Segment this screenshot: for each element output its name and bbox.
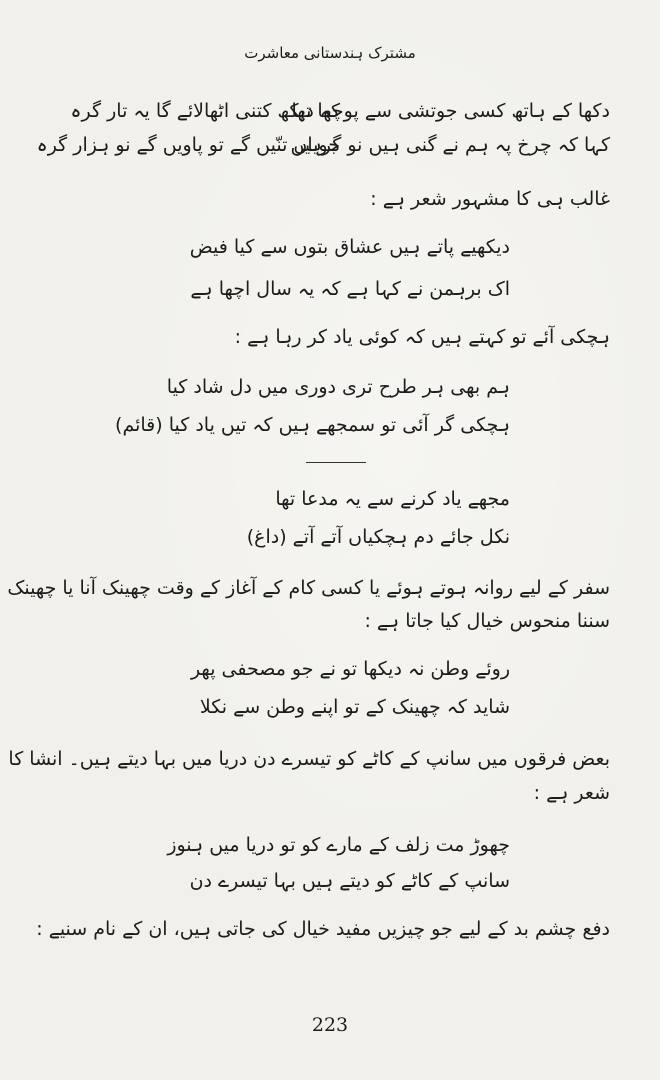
couplet-1-right: دکھا کے ہاتھ کسی جوتشی سے پوچھا تھا	[291, 100, 610, 122]
prose-baaz-2: شعر ہے :	[533, 782, 610, 804]
verse-qaim-2: ہچکی گر آئی تو سمجھے ہیں کہ تیں یاد کیا (قائم)	[115, 414, 510, 436]
prose-safar-1: سفر کے لیے روانہ ہوتے ہوئے یا کسی کام کے آغاز کے وقت چھینک آنا یا چھینک	[7, 577, 610, 599]
verse-insha-2: سانپ کے کاٹے کو دیتے ہیں بہا تیسرے دن	[189, 870, 510, 892]
verse-dagh-1: مجھے یاد کرنے سے یہ مدعا تھا	[275, 488, 510, 510]
verse-dagh-2: نکل جائے دم ہچکیاں آتے آتے (داغ)	[246, 526, 510, 548]
page-number: 223	[311, 1014, 349, 1036]
couplet-2-right: کہا کہ چرخ پہ ہم نے گنی ہیں نو گرہیں	[290, 134, 610, 156]
running-header: مشترک ہندستانی معاشرت	[244, 44, 416, 62]
prose-baaz-1: بعض فرقوں میں سانپ کے کاٹے کو تیسرے دن دریا میں بہا دیتے ہیں۔ انشا کا	[8, 748, 610, 770]
couplet-2-left: جویاں تنّیں گے تو پاویں گے نو ہزار گرہ	[36, 134, 340, 156]
verse-mushafi-1: روئے وطن نہ دیکھا تو نے جو مصحفی پھر	[190, 658, 510, 680]
couplet-1-left: کہ دیکھ کتنی اٹھالائے گا یہ تار گرہ	[70, 100, 340, 122]
verse-qaim-1: ہم بھی ہر طرح تری دوری میں دل شاد کیا	[166, 376, 510, 398]
prose-ghalib-intro: غالب ہی کا مشہور شعر ہے :	[370, 188, 610, 210]
prose-safar-2: سننا منحوس خیال کیا جاتا ہے :	[364, 610, 610, 632]
prose-dafa: دفع چشم بد کے لیے جو چیزیں مفید خیال کی جاتی ہیں، ان کے نام سنیے :	[36, 918, 610, 940]
verse-insha-1: چھوڑ مت زلف کے مارے کو تو دریا میں ہنوز	[167, 834, 510, 856]
verse-mushafi-2: شاید کہ چھینک کے تو اپنے وطن سے نکلا	[199, 696, 510, 718]
prose-hichki-intro: ہچکی آئے تو کہتے ہیں کہ کوئی یاد کر رہا ہے :	[234, 326, 610, 348]
divider-rule	[306, 462, 366, 463]
verse-ghalib-2: اک برہمن نے کہا ہے کہ یہ سال اچھا ہے	[190, 278, 510, 300]
verse-ghalib-1: دیکھیے پاتے ہیں عشاق بتوں سے کیا فیض	[189, 236, 510, 258]
